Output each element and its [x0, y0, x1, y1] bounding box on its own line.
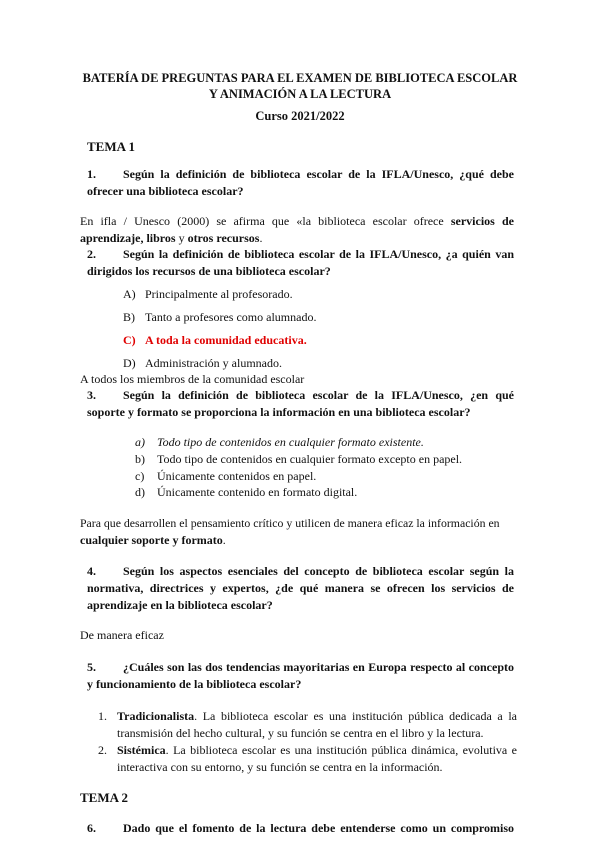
- question-number: 2.: [87, 247, 96, 261]
- answer-bold-text: servicios de: [450, 214, 514, 228]
- item-5-2-line2: interactiva con su entorno, y su función se centra en la información.: [117, 760, 443, 774]
- item-text: . La biblioteca escolar es una institución pública dedicada a la: [194, 709, 517, 723]
- question-number: 5.: [87, 660, 96, 674]
- answer-3-line2: [80, 532, 226, 549]
- question-text: Dado que el fomento de la lectura debe entenderse como un compromiso: [123, 821, 514, 835]
- option-3d: [135, 484, 357, 501]
- option-2b: [123, 309, 316, 326]
- option-2d: [123, 355, 282, 372]
- section-heading-tema1: TEMA 1: [87, 139, 136, 154]
- answer-1-line1: [80, 213, 514, 230]
- option-letter: a): [135, 435, 145, 449]
- option-2a: [123, 286, 293, 303]
- question-text: Según la definición de biblioteca escolar de la IFLA/Unesco, ¿qué debe: [123, 167, 514, 181]
- option-3a-correct: [135, 434, 424, 451]
- option-letter: C): [123, 333, 136, 347]
- item-5-1-line2: transmisión del hecho cultural, y su función se centra en el libro y la lectura.: [117, 726, 484, 740]
- list-number: 2.: [98, 743, 107, 757]
- option-letter: c): [135, 469, 145, 483]
- answer-1-line2: [80, 230, 262, 247]
- question-text: Según los aspectos esenciales del concepto de biblioteca escolar según la: [123, 564, 514, 578]
- option-3c: [135, 468, 316, 485]
- answer-bold-text: aprendizaje, libros: [80, 231, 176, 245]
- document-title-line2: Y ANIMACIÓN A LA LECTURA: [208, 87, 392, 101]
- option-2c-correct: [123, 332, 307, 349]
- question-2-line2: dirigidos los recursos de una biblioteca escolar?: [87, 264, 331, 278]
- term-bold: Sistémica: [117, 743, 166, 757]
- question-text: Según la definición de biblioteca escolar de la IFLA/Unesco, ¿en qué: [123, 388, 514, 402]
- option-text: Administración y alumnado.: [145, 356, 282, 370]
- question-number: 3.: [87, 388, 96, 402]
- section-heading-tema2: TEMA 2: [80, 790, 129, 805]
- item-5-1-line1: [117, 708, 517, 725]
- answer-text: .: [222, 533, 226, 547]
- answer-text: En ifla / Unesco (2000) se afirma que «la biblioteca escolar ofrece: [80, 214, 451, 228]
- option-letter: B): [123, 310, 135, 324]
- item-5-2-line1: [117, 742, 517, 759]
- question-5-line2: y funcionamiento de la biblioteca escolar?: [87, 677, 302, 691]
- option-letter: d): [135, 485, 145, 499]
- course-label: Curso 2021/2022: [255, 109, 345, 123]
- option-letter: b): [135, 452, 145, 466]
- question-3-line2: soporte y formato se proporciona la información en una biblioteca escolar?: [87, 405, 471, 419]
- question-number: 6.: [87, 821, 96, 835]
- question-6-line1: [87, 820, 514, 837]
- option-text: Únicamente contenidos en papel.: [157, 469, 317, 483]
- question-text: Según la definición de biblioteca escolar de la IFLA/Unesco, ¿a quién van: [123, 247, 514, 261]
- item-text: . La biblioteca escolar es una institución pública dinámica, evolutiva e: [165, 743, 517, 757]
- question-1-line1: [87, 166, 514, 183]
- answer-bold-text: otros recursos: [187, 231, 260, 245]
- question-2-line1: [87, 246, 514, 263]
- question-4-line1: [87, 563, 514, 580]
- option-text: Principalmente al profesorado.: [145, 287, 293, 301]
- option-text: Tanto a profesores como alumnado.: [145, 310, 317, 324]
- answer-text: .: [259, 231, 263, 245]
- answer-3-line1: Para que desarrollen el pensamiento crítico y utilicen de manera eficaz la información en: [80, 516, 500, 530]
- list-number: 1.: [98, 709, 107, 723]
- answer-2: A todos los miembros de la comunidad escolar: [80, 372, 305, 386]
- question-text: ¿Cuáles son las dos tendencias mayoritarias en Europa respecto al concepto: [123, 660, 514, 674]
- answer-bold-text: cualquier soporte y formato: [80, 533, 223, 547]
- option-text: Todo tipo de contenidos en cualquier formato existente.: [157, 435, 424, 449]
- term-bold: Tradicionalista: [117, 709, 195, 723]
- question-4-line2: normativa, directrices y expertos, ¿de qué manera se ofrecen los servicios de: [87, 581, 514, 595]
- question-1-line2: ofrecer una biblioteca escolar?: [87, 184, 244, 198]
- question-3-line1: [87, 387, 514, 404]
- answer-4: De manera eficaz: [80, 628, 164, 642]
- question-number: 1.: [87, 167, 96, 181]
- option-text: A toda la comunidad educativa.: [145, 333, 307, 347]
- option-text: Únicamente contenido en formato digital.: [157, 485, 358, 499]
- answer-text: y: [175, 231, 188, 245]
- question-number: 4.: [87, 564, 96, 578]
- option-3b: [135, 451, 462, 468]
- option-letter: D): [123, 356, 136, 370]
- option-text: Todo tipo de contenidos en cualquier formato excepto en papel.: [157, 452, 463, 466]
- option-letter: A): [123, 287, 136, 301]
- question-5-line1: [87, 659, 514, 676]
- question-4-line3: aprendizaje en la biblioteca escolar?: [87, 598, 273, 612]
- document-title-line1: BATERÍA DE PREGUNTAS PARA EL EXAMEN DE BIBLIOTECA ESCOLAR: [82, 71, 518, 85]
